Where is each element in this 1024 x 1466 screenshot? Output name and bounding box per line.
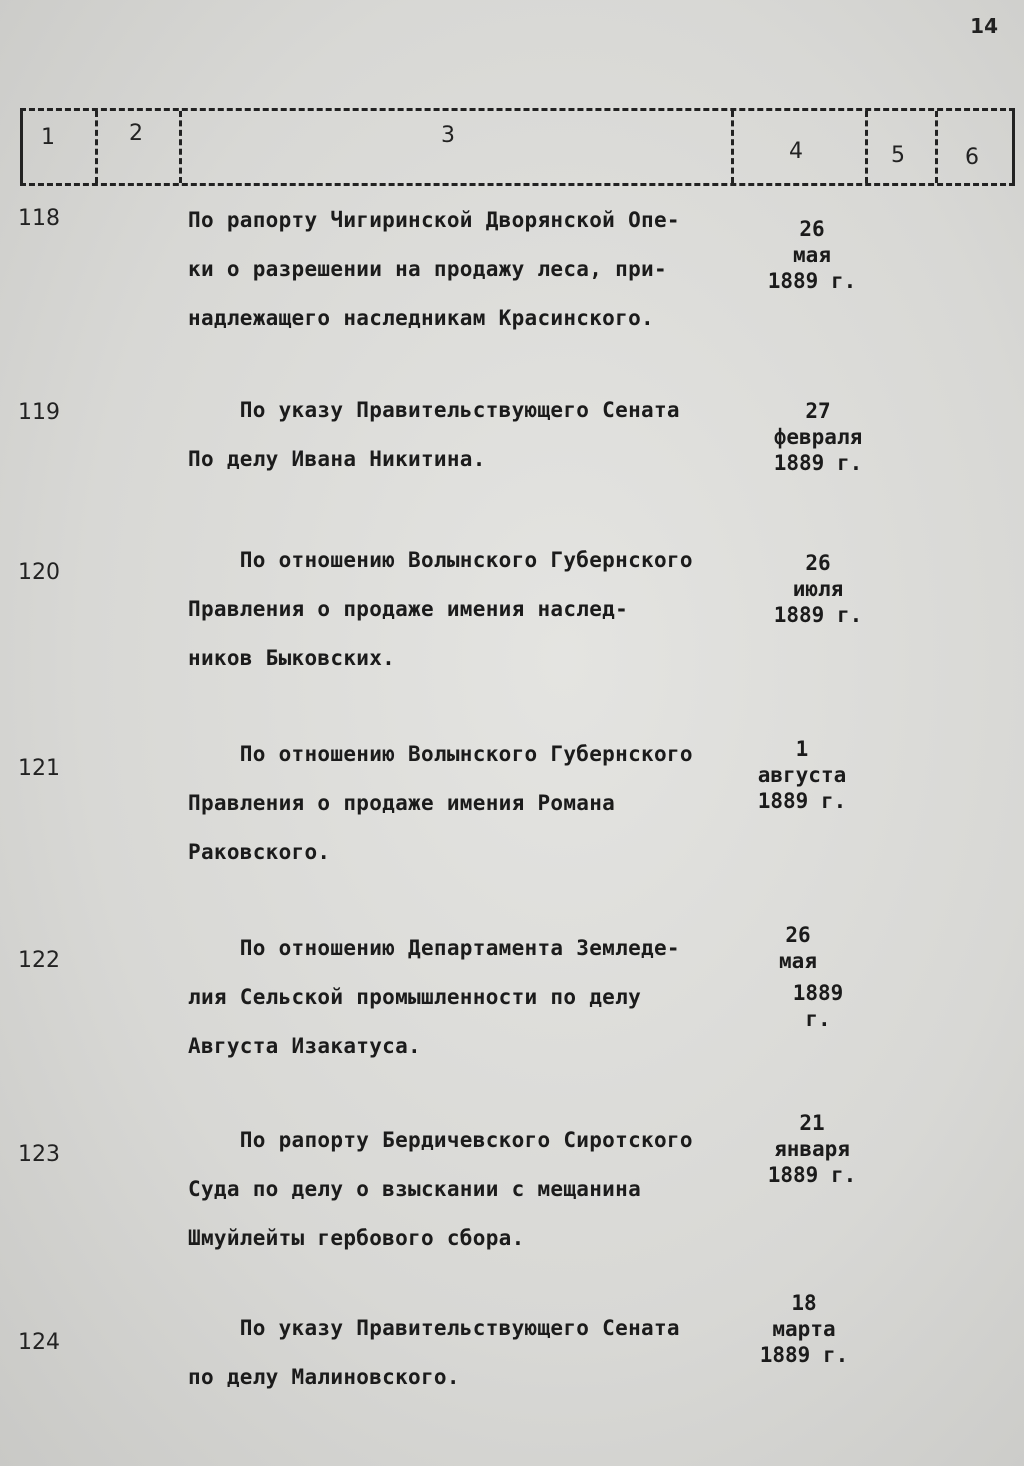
header-col-5-label: 5 xyxy=(891,143,905,168)
entry-date xyxy=(752,216,872,294)
entry-number: 123 xyxy=(18,1142,60,1167)
date-month: мая xyxy=(779,949,817,973)
entry-number: 119 xyxy=(18,400,60,425)
entry-date xyxy=(752,1110,872,1188)
date-month: января xyxy=(774,1137,850,1161)
entry-date xyxy=(758,398,878,476)
header-col-3-label: 3 xyxy=(441,123,455,148)
entry-description xyxy=(188,196,748,343)
entry-date xyxy=(738,922,858,1032)
entry-number: 120 xyxy=(18,560,60,585)
entry-line: Августа Изакатуса. xyxy=(188,1034,421,1058)
date-year: 1889 г. xyxy=(767,269,857,293)
date-day: 27 xyxy=(805,399,831,423)
header-col-6-label: 6 xyxy=(965,145,979,170)
page-number: 14 xyxy=(970,14,998,38)
entry-line: По рапорту Чигиринской Дворянской Опе- xyxy=(188,208,680,232)
entry-line: Суда по делу о взыскании с мещанина xyxy=(188,1177,642,1201)
header-col-4-label: 4 xyxy=(789,139,803,164)
entry-number: 122 xyxy=(18,948,60,973)
entry-line: Раковского. xyxy=(188,840,331,864)
entry-line: По отношению Департамента Земледе- xyxy=(188,936,680,960)
date-month: февраля xyxy=(773,425,863,449)
entry-line: Правления о продаже имения Романа xyxy=(188,791,616,815)
date-month: июля xyxy=(792,577,844,601)
entry-line: Шмуйлейты гербового сбора. xyxy=(188,1226,525,1250)
date-year: 1889 г. xyxy=(759,1343,849,1367)
date-year: 1889 г. xyxy=(773,451,863,475)
date-year: 1889 г. xyxy=(757,789,847,813)
date-month: августа xyxy=(757,763,847,787)
entry-date xyxy=(758,550,878,628)
entry-line: Правления о продаже имения наслед- xyxy=(188,597,629,621)
entry-line: По отношению Волынского Губернского xyxy=(188,742,693,766)
entry-description xyxy=(188,1116,748,1263)
date-day: 26 xyxy=(805,551,831,575)
entry-number: 118 xyxy=(18,206,60,231)
date-month: мая xyxy=(793,243,831,267)
date-day: 1 xyxy=(795,737,809,761)
entry-line: ки о разрешении на продажу леса, при- xyxy=(188,257,667,281)
entry-description xyxy=(188,386,748,484)
entry-number: 124 xyxy=(18,1330,60,1355)
entry-date xyxy=(744,1290,864,1368)
date-year: 1889 г. xyxy=(792,981,844,1031)
entry-line: По отношению Волынского Губернского xyxy=(188,548,693,572)
entry-line: ников Быковских. xyxy=(188,646,396,670)
entry-description xyxy=(188,1304,748,1402)
date-month: марта xyxy=(772,1317,836,1341)
entry-line: лия Сельской промышленности по делу xyxy=(188,985,642,1009)
header-col-1-label: 1 xyxy=(41,125,55,150)
date-day: 26 xyxy=(799,217,825,241)
entry-number: 121 xyxy=(18,756,60,781)
entry-date xyxy=(742,736,862,814)
entry-description xyxy=(188,536,748,683)
date-day: 18 xyxy=(791,1291,817,1315)
entry-line: По рапорту Бердичевского Сиротского xyxy=(188,1128,693,1152)
entry-line: По указу Правительствующего Сената xyxy=(188,1316,680,1340)
header-col-2-label: 2 xyxy=(129,121,143,146)
entry-line: надлежащего наследникам Красинского. xyxy=(188,306,654,330)
entry-line: по делу Малиновского. xyxy=(188,1365,460,1389)
entry-line: По указу Правительствующего Сената xyxy=(188,398,680,422)
entry-line: По делу Ивана Никитина. xyxy=(188,447,486,471)
date-day: 21 xyxy=(799,1111,825,1135)
entry-description xyxy=(188,730,748,877)
date-day: 26 xyxy=(785,923,811,947)
date-year: 1889 г. xyxy=(773,603,863,627)
date-year: 1889 г. xyxy=(767,1163,857,1187)
entry-description xyxy=(188,924,748,1071)
